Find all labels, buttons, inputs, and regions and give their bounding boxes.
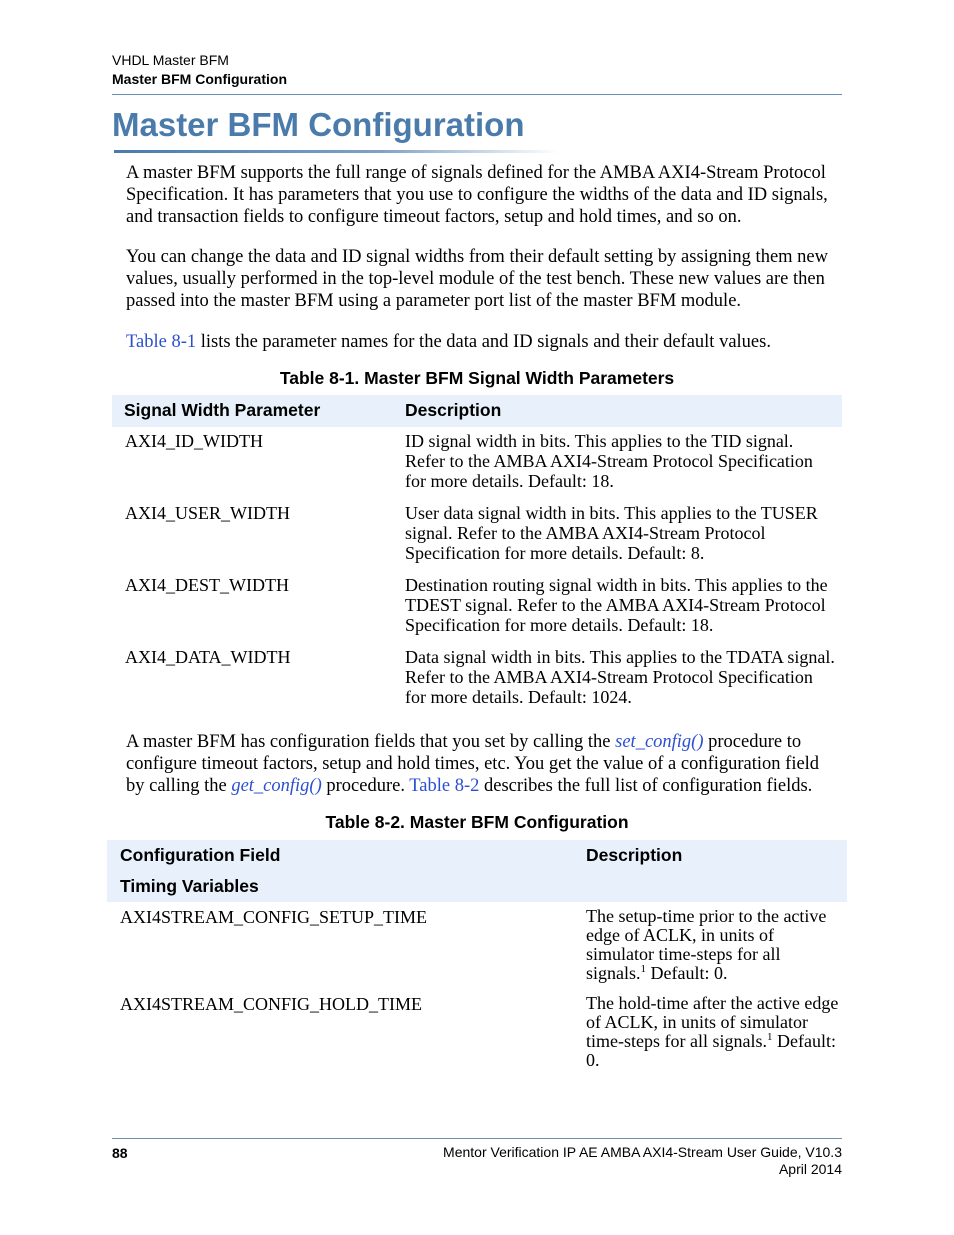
table-row-description: ID signal width in bits. This applies to the TID signal. Refer to the AMBA AXI4-Stream Protocol Specification for more details. Default: 18. [405, 431, 813, 491]
table-8-2-group-row [107, 871, 847, 902]
config-text-2: procedure to configure timeout factors, setup and hold times, etc. You get the value of a configuration field by calling the [126, 732, 820, 796]
table-row-description [586, 994, 842, 1070]
intro-paragraph-2: You can change the data and ID signal widths from their default setting by assigning them new values, usually performed in the top-level module of the test bench. These new values are then passed into the master BFM using a parameter port list of the master BFM module. [126, 247, 828, 311]
row-desc-text: The setup-time prior to the active edge of ACLK, in units of simulator time-steps for all signals. [586, 906, 827, 983]
footer-date: April 2014 [778, 1161, 842, 1177]
footer-divider [112, 1138, 842, 1139]
table-8-1-col-description: Description [405, 400, 502, 420]
get-config-link[interactable]: get_config() [231, 776, 322, 796]
title-underline [114, 150, 559, 153]
table-row-description: Destination routing signal width in bits. This applies to the TDEST signal. Refer to the AMBA AXI4-Stream Protocol Specification for more details. Default: 18. [405, 575, 828, 635]
table-8-1-caption: Table 8-1. Master BFM Signal Width Parameters [279, 368, 675, 388]
table-8-2-caption: Table 8-2. Master BFM Configuration [325, 812, 629, 832]
table-8-2-link[interactable]: Table 8-2 [409, 776, 480, 796]
running-header-section: Master BFM Configuration [112, 71, 287, 87]
config-text-3: procedure. [321, 776, 410, 796]
table-row-description [586, 907, 842, 983]
table-row-description: User data signal width in bits. This applies to the TUSER signal. Refer to the AMBA AXI4-Stream Protocol Specification for more details. Default: 8. [405, 503, 818, 563]
table-row-name: AXI4_DATA_WIDTH [125, 647, 291, 667]
intro-paragraph-1: A master BFM supports the full range of signals defined for the AMBA AXI4-Stream Protocol Specification. It has parameters that you use to configure the widths of the data and ID signals, and transaction fields to configure timeout factors, setup and hold times, and so on. [126, 163, 828, 227]
table-8-2-col-description: Description [586, 845, 683, 865]
table-row-description: Data signal width in bits. This applies to the TDATA signal. Refer to the AMBA AXI4-Stream Protocol Specification for more details. Default: 1024. [405, 647, 835, 707]
page-title: Master BFM Configuration [112, 106, 525, 143]
table-8-2-header-row [107, 840, 847, 871]
group-label-timing: Timing Variables [120, 876, 259, 896]
footnote-marker: 1 [766, 1031, 773, 1043]
row-desc-default: Default: 0. [586, 1031, 836, 1070]
header-divider [112, 94, 842, 95]
config-text-1: A master BFM has configuration fields that you set by calling the [126, 732, 616, 752]
config-paragraph [126, 731, 842, 797]
row-desc-text: The hold-time after the active edge of ACLK, in units of simulator time-steps for all signals. [586, 993, 839, 1051]
config-text-4: describes the full list of configuration fields. [479, 776, 813, 796]
table-8-1-header-row [112, 395, 842, 427]
intro-paragraph-3 [126, 331, 842, 353]
table-row-name: AXI4_USER_WIDTH [125, 503, 290, 523]
table-row-name: AXI4_DEST_WIDTH [125, 575, 289, 595]
running-header-chapter: VHDL Master BFM [112, 52, 229, 68]
intro-paragraph-3-text: lists the parameter names for the data and ID signals and their default values. [196, 332, 771, 352]
row-desc-default: Default: 0. [646, 963, 728, 983]
table-8-1-col-parameter: Signal Width Parameter [124, 400, 321, 420]
footnote-marker: 1 [640, 963, 647, 975]
table-8-2-col-field: Configuration Field [120, 845, 281, 865]
set-config-link[interactable]: set_config() [615, 732, 704, 752]
table-row-name: AXI4STREAM_CONFIG_SETUP_TIME [120, 907, 428, 927]
page-number: 88 [112, 1145, 128, 1161]
table-row-name: AXI4_ID_WIDTH [125, 431, 263, 451]
table-row-name: AXI4STREAM_CONFIG_HOLD_TIME [120, 994, 422, 1014]
footer-document-title: Mentor Verification IP AE AMBA AXI4-Stream User Guide, V10.3 [443, 1144, 842, 1160]
table-8-1-link[interactable]: Table 8-1 [126, 332, 197, 352]
